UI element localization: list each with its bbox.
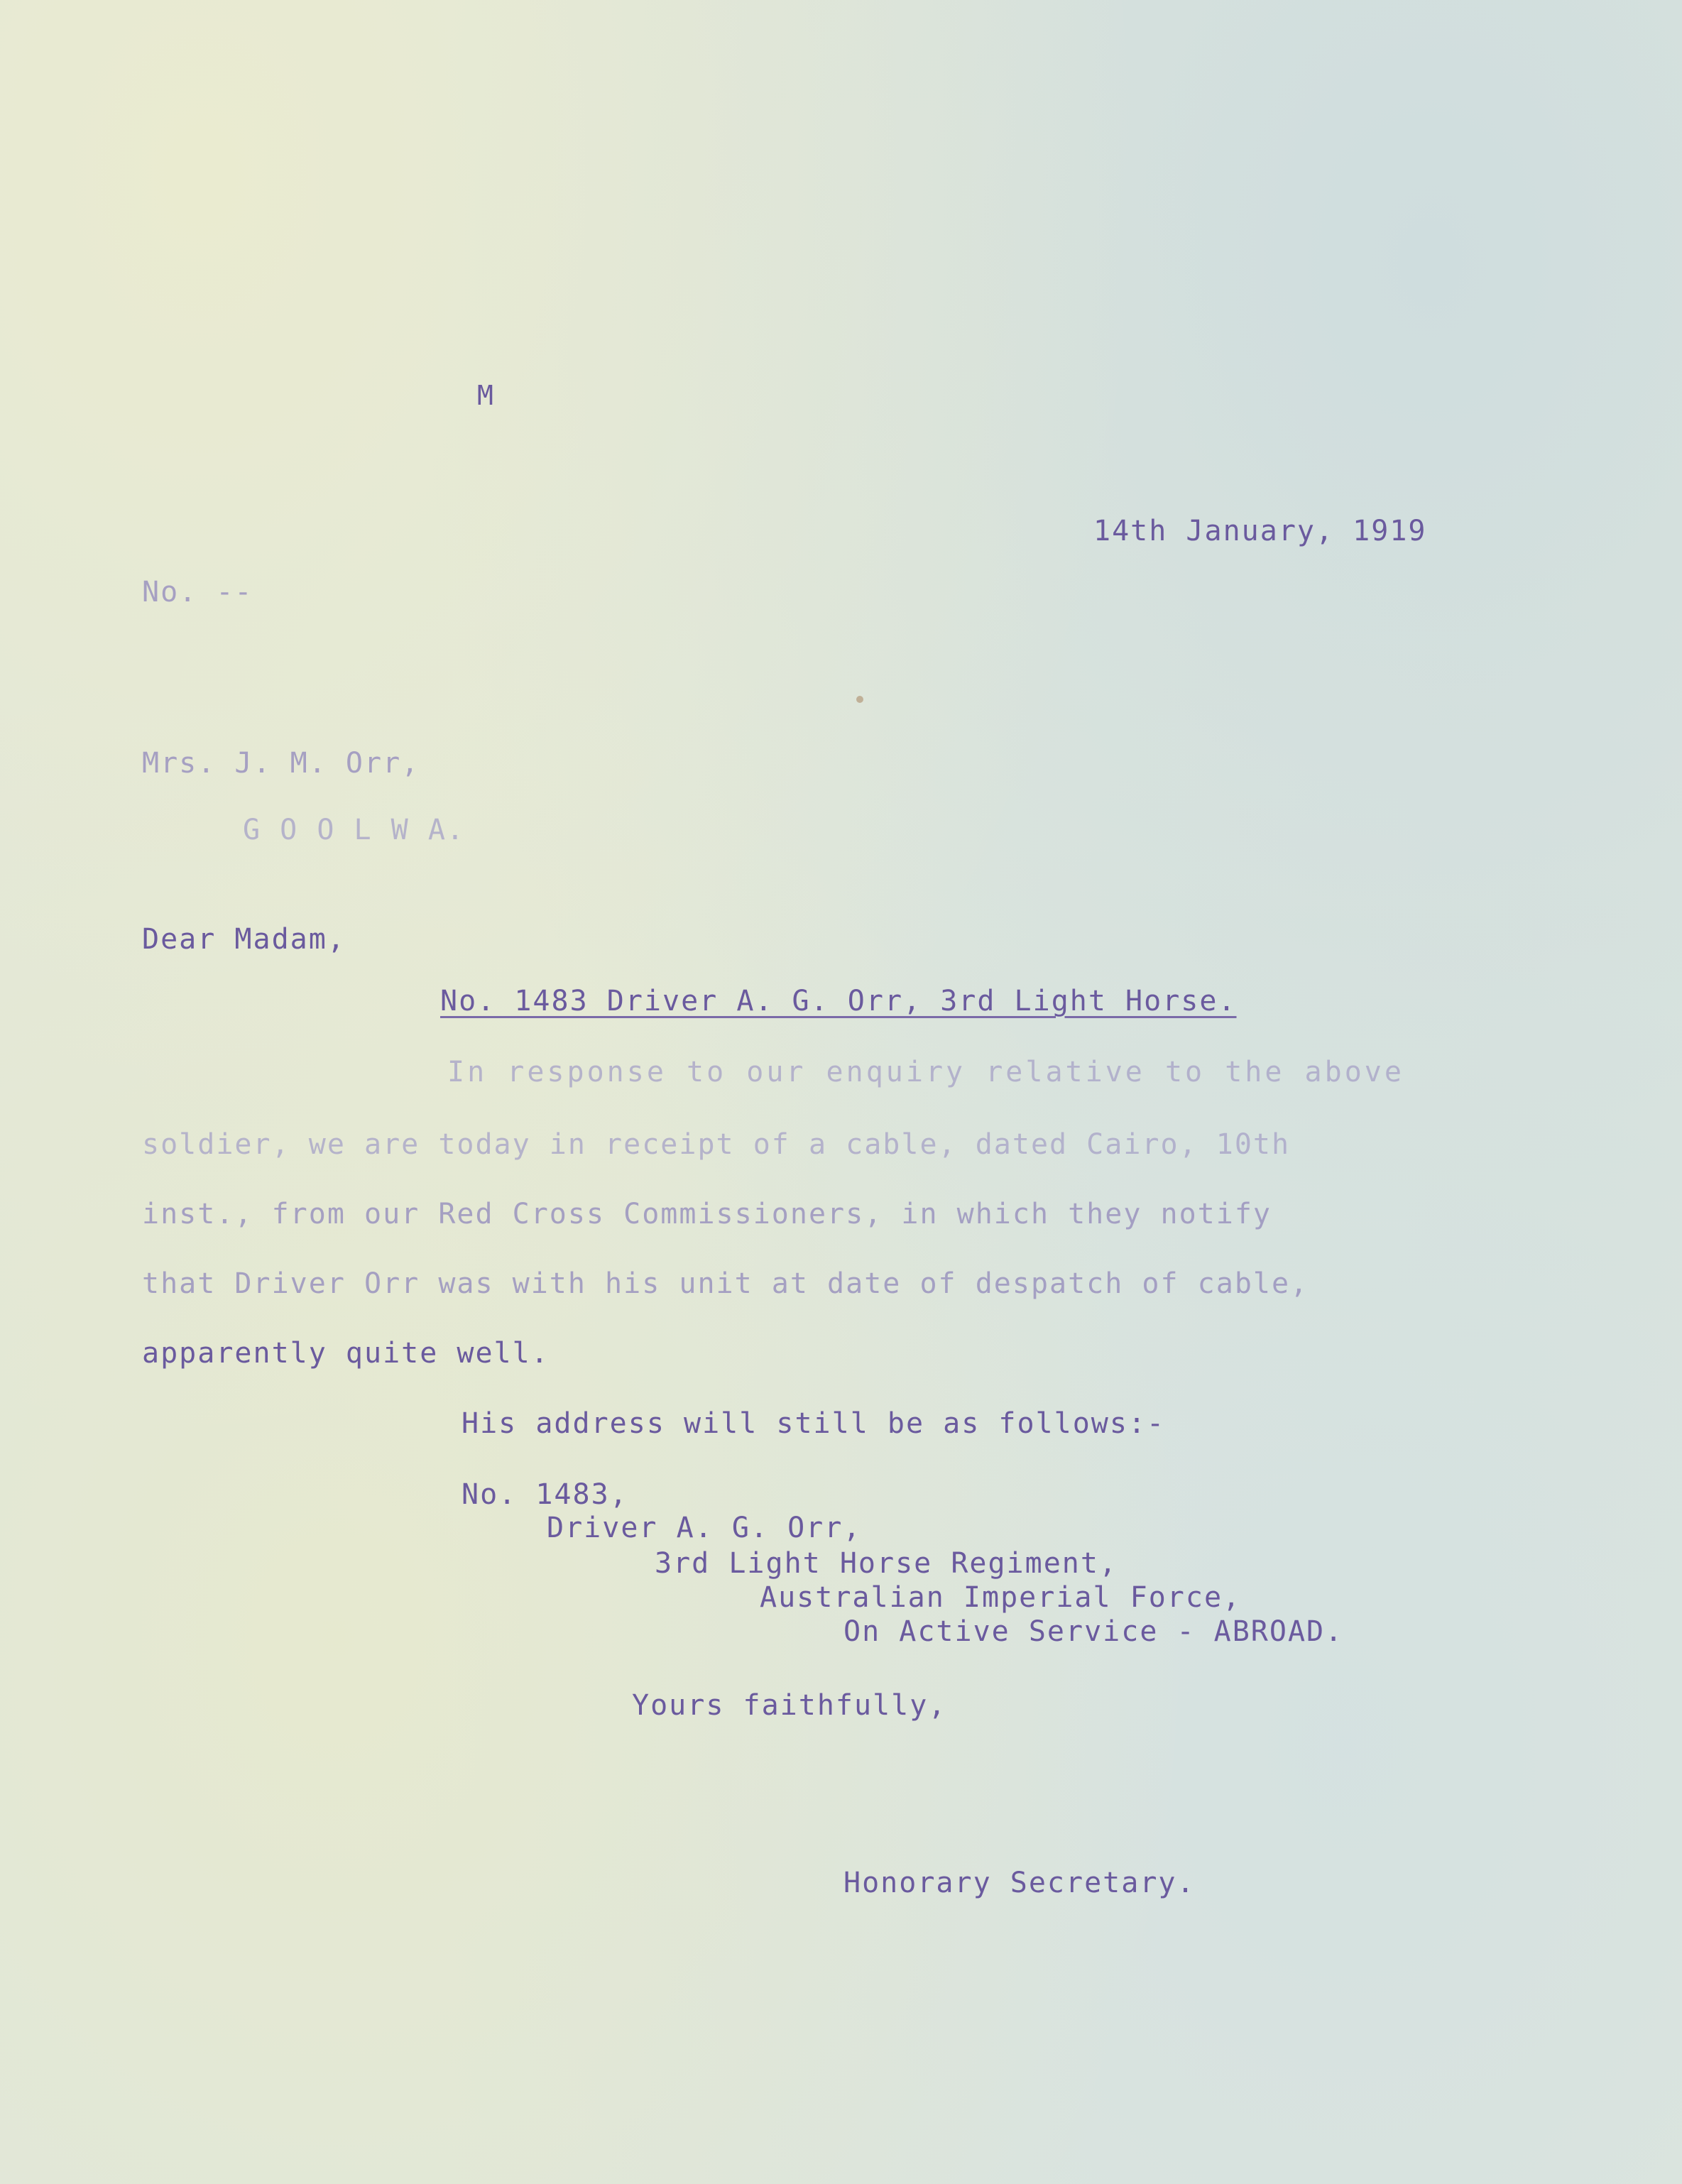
reference-number: No. -- [142, 576, 253, 608]
address-intro: His address will still be as follows:- [462, 1407, 1166, 1440]
address-line: 3rd Light Horse Regiment, [655, 1547, 1118, 1580]
body-line: soldier, we are today in receipt of a cable, dated Cairo, 10th [142, 1128, 1291, 1161]
letterhead-mark: M [477, 380, 495, 411]
signatory-title: Honorary Secretary. [843, 1867, 1196, 1899]
subject-line: No. 1483 Driver A. G. Orr, 3rd Light Horse. [440, 985, 1237, 1017]
closing: Yours faithfully, [632, 1689, 947, 1722]
addressee-town: G O O L W A. [243, 814, 465, 846]
body-line: that Driver Orr was with his unit at date of despatch of cable, [142, 1267, 1309, 1300]
address-line: Australian Imperial Force, [760, 1581, 1242, 1614]
body-line: apparently quite well. [142, 1337, 550, 1370]
body-line: In response to our enquiry relative to the above [447, 1056, 1404, 1088]
address-line: On Active Service - ABROAD. [843, 1615, 1344, 1648]
address-line: No. 1483, [462, 1478, 628, 1511]
body-line: inst., from our Red Cross Commissioners, in which they notify [142, 1198, 1272, 1230]
letter-date: 14th January, 1919 [1093, 515, 1427, 547]
address-line: Driver A. G. Orr, [547, 1512, 862, 1544]
addressee-name: Mrs. J. M. Orr, [142, 747, 420, 780]
paper-speck [856, 696, 863, 703]
salutation: Dear Madam, [142, 923, 346, 956]
